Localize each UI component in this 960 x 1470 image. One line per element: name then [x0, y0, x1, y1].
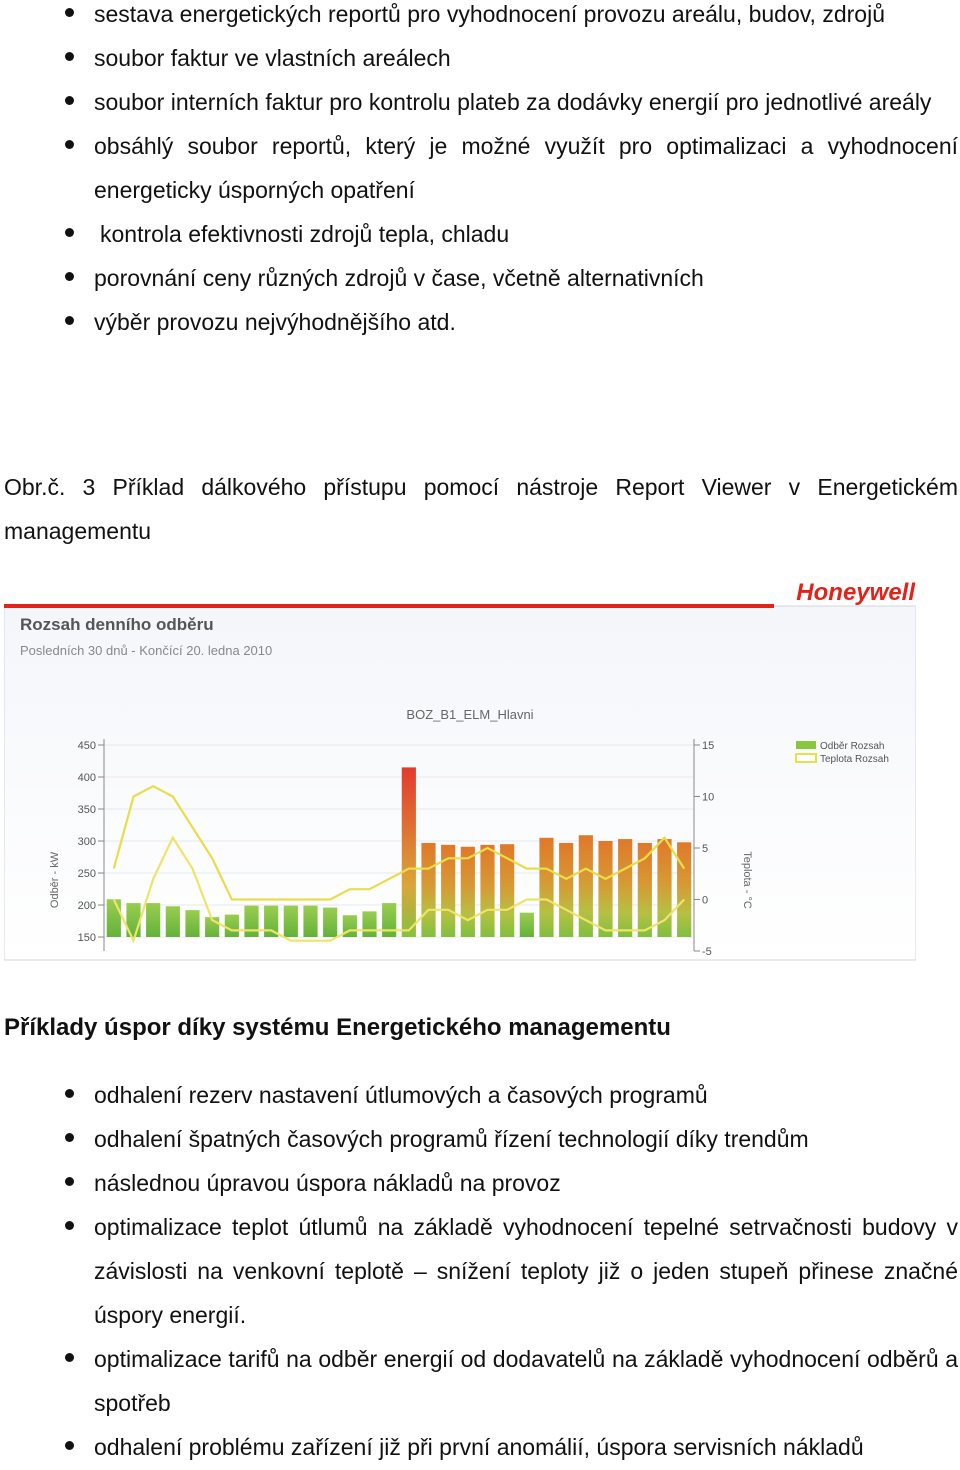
report-chart [4, 578, 916, 962]
bar [539, 838, 553, 937]
bar [402, 767, 416, 937]
bullet-list-features [0, 0, 960, 344]
y2-tick-label: 10 [702, 791, 715, 804]
list-item: soubor interních faktur pro kontrolu plateb za dodávky energií pro jednotlivé areály [0, 80, 960, 124]
bar [559, 843, 573, 937]
section-heading: Příklady úspor díky systému Energetického managementu [4, 1014, 671, 1041]
bar [461, 847, 475, 937]
bar [362, 911, 376, 937]
chart-title: BOZ_B1_ELM_Hlavni [406, 707, 534, 722]
list-item: sestava energetických reportů pro vyhodnocení provozu areálu, budov, zdrojů [0, 0, 960, 36]
y-tick-label: 200 [77, 900, 96, 912]
bar [166, 906, 180, 937]
bar [618, 839, 632, 937]
list-item: výběr provozu nejvýhodnějšího atd. [0, 300, 960, 344]
bar [421, 843, 435, 937]
legend-label-teplota: Teplota Rozsah [820, 754, 889, 765]
bar [480, 845, 494, 937]
bar [382, 903, 396, 937]
figure-frame [4, 606, 916, 960]
y2-tick-label: 15 [702, 740, 715, 752]
bar [520, 913, 534, 937]
bar [244, 906, 258, 937]
y2-tick-label: 5 [702, 843, 709, 855]
brand-bar [4, 604, 774, 608]
bar [146, 903, 160, 937]
list-item: odhalení problému zařízení již při první anomálií, úspora servisních nákladů [0, 1425, 960, 1469]
y-tick-label: 450 [77, 740, 96, 752]
y2-tick-label: -5 [702, 946, 712, 958]
legend-swatch-odber [796, 741, 816, 749]
y2-tick-label: 0 [702, 894, 709, 907]
bar [225, 915, 239, 937]
bullet-list-savings [0, 1073, 960, 1469]
report-title: Rozsah denního odběru [20, 615, 214, 634]
y-tick-label: 150 [77, 932, 96, 944]
list-item: odhalení špatných časových programů řízení technologií díky trendům [0, 1117, 960, 1161]
bar [303, 906, 317, 937]
honeywell-logo: Honeywell [796, 579, 915, 606]
bar [677, 842, 691, 937]
y-tick-label: 250 [77, 868, 96, 880]
list-item: porovnání ceny různých zdrojů v čase, včetně alternativních [0, 256, 960, 300]
list-item: obsáhlý soubor reportů, který je možné využít pro optimalizaci a vyhodnocení energeticky úsporných opatření [0, 124, 960, 212]
y-tick-label: 350 [77, 804, 96, 816]
figure-caption: Obr.č. 3 Příklad dálkového přístupu pomocí nástroje Report Viewer v Energetickém managementu [4, 474, 958, 544]
list-item: následnou úpravou úspora nákladů na provoz [0, 1161, 960, 1205]
bar [598, 841, 612, 937]
bar [185, 910, 199, 937]
legend-swatch-teplota [796, 754, 816, 762]
list-item: soubor faktur ve vlastních areálech [0, 36, 960, 80]
y-tick-label: 400 [77, 772, 96, 784]
bar [284, 906, 298, 937]
list-item: optimalizace teplot útlumů na základě vyhodnocení tepelné setrvačnosti budovy v závislosti na venkovní teplotě – snížení teploty již o jeden stupeň přinese značné úspory energií. [0, 1205, 960, 1337]
y-axis-label: Odběr - kW [49, 851, 61, 909]
report-subtitle: Posledních 30 dnů - Končící 20. ledna 2010 [20, 643, 273, 658]
list-item: odhalení rezerv nastavení útlumových a časových programů [0, 1073, 960, 1117]
y-tick-label: 300 [77, 836, 96, 848]
report-viewer-figure [4, 578, 916, 962]
y2-axis-label: Teplota - °C [741, 851, 753, 909]
legend-label-odber: Odběr Rozsah [820, 741, 885, 752]
list-item: optimalizace tarifů na odběr energií od dodavatelů na základě vyhodnocení odběrů a spotřeb [0, 1337, 960, 1425]
bar [107, 899, 121, 937]
list-item: kontrola efektivnosti zdrojů tepla, chladu [0, 212, 960, 256]
bar [323, 908, 337, 937]
